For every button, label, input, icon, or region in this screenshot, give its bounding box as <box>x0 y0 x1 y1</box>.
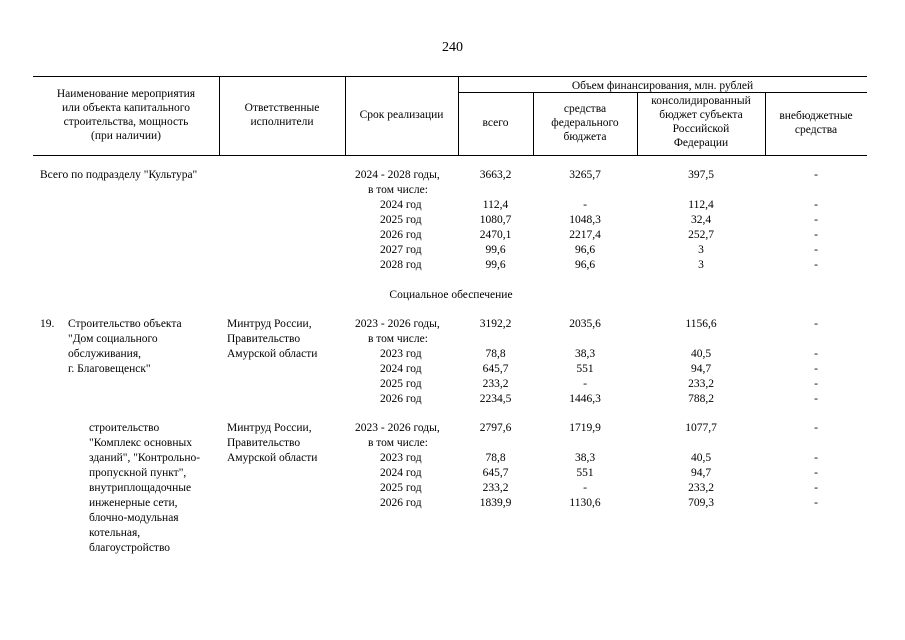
federal-cell: - <box>583 378 587 390</box>
federal-cell: 551 <box>576 467 594 479</box>
total-cell: 645,7 <box>482 363 509 375</box>
extra-cell: - <box>814 497 818 509</box>
section-title: Социальное обеспечение <box>389 289 513 301</box>
regional-cell: 233,2 <box>688 378 714 390</box>
period-cell: 2026 год <box>380 497 422 509</box>
total-cell: 233,2 <box>482 378 509 390</box>
total-cell: 3663,2 <box>479 169 512 181</box>
total-cell: 233,2 <box>482 482 509 494</box>
regional-cell: 1077,7 <box>685 422 717 434</box>
extra-cell: - <box>814 214 818 226</box>
period-cell: 2024 год <box>380 363 422 375</box>
culture-total-title: Всего по подразделу "Культура" <box>40 169 198 181</box>
extra-cell: - <box>814 482 818 494</box>
subitem-executors: Минтруд России, Правительство Амурской области <box>227 422 318 464</box>
federal-cell: 3265,7 <box>569 169 601 181</box>
period-cell: 2025 год <box>380 378 422 390</box>
header-regional: консолидированный бюджет субъекта Российской Федерации <box>651 95 751 149</box>
extra-cell: - <box>814 467 818 479</box>
extra-cell: - <box>814 229 818 241</box>
extra-cell: - <box>814 318 818 330</box>
federal-cell: 2217,4 <box>569 229 601 241</box>
total-cell: 99,6 <box>485 244 506 256</box>
header-top-rule <box>33 76 867 77</box>
period-cell: в том числе: <box>368 333 428 345</box>
period-cell: 2026 год <box>380 393 422 405</box>
federal-cell: 551 <box>576 363 594 375</box>
federal-cell: 1719,9 <box>569 422 601 434</box>
federal-cell: 1048,3 <box>569 214 601 226</box>
regional-cell: 40,5 <box>690 452 712 464</box>
extra-cell: - <box>814 169 818 181</box>
period-cell: 2024 год <box>380 467 422 479</box>
regional-cell: 788,2 <box>688 393 714 405</box>
item-name: Строительство объекта "Дом социального обслуживания, г. Благовещенск" <box>68 318 182 375</box>
total-cell: 645,7 <box>482 467 509 479</box>
total-cell: 78,8 <box>485 348 506 360</box>
period-cell: 2028 год <box>380 259 422 271</box>
header-bottom-rule <box>33 155 867 156</box>
item-number: 19. <box>40 318 55 330</box>
federal-cell: 1130,6 <box>569 497 601 509</box>
period-cell: 2023 - 2026 годы, <box>355 318 440 330</box>
regional-cell: 709,3 <box>688 497 714 509</box>
federal-cell: 96,6 <box>574 259 596 271</box>
regional-cell: 32,4 <box>690 214 712 226</box>
page-number: 240 <box>442 40 463 55</box>
regional-cell: 3 <box>698 244 704 256</box>
federal-cell: 2035,6 <box>569 318 601 330</box>
regional-cell: 252,7 <box>688 229 714 241</box>
period-cell: 2025 год <box>380 214 422 226</box>
item-executors: Минтруд России, Правительство Амурской области <box>227 318 318 360</box>
federal-cell: 38,3 <box>574 348 596 360</box>
header-period: Срок реализации <box>359 109 444 121</box>
federal-cell: 1446,3 <box>569 393 601 405</box>
regional-cell: 40,5 <box>690 348 712 360</box>
total-cell: 112,4 <box>482 199 509 211</box>
total-cell: 3192,2 <box>479 318 512 330</box>
regional-cell: 94,7 <box>690 467 712 479</box>
total-cell: 99,6 <box>485 259 506 271</box>
period-cell: в том числе: <box>368 184 428 196</box>
subitem-name: строительство "Комплекс основных зданий", "Контрольно- пропускной пункт", внутриплощадочные инженерные сети, блочно-модульная котельная, благоустройство <box>89 422 201 554</box>
regional-cell: 112,4 <box>688 199 714 211</box>
period-cell: 2023 год <box>380 348 422 360</box>
regional-cell: 1156,6 <box>685 318 717 330</box>
regional-cell: 233,2 <box>688 482 714 494</box>
total-cell: 78,8 <box>485 452 506 464</box>
total-cell: 2797,6 <box>479 422 512 434</box>
extra-cell: - <box>814 348 818 360</box>
extra-cell: - <box>814 422 818 434</box>
period-cell: 2026 год <box>380 229 422 241</box>
header-name: Наименование мероприятия или объекта капитального строительства, мощность (при наличии) <box>56 88 196 142</box>
federal-cell: 38,3 <box>574 452 596 464</box>
extra-cell: - <box>814 452 818 464</box>
header-executors: Ответственные исполнители <box>244 102 320 128</box>
total-cell: 2470,1 <box>479 229 512 241</box>
regional-cell: 3 <box>698 259 704 271</box>
period-cell: 2025 год <box>380 482 422 494</box>
total-cell: 2234,5 <box>479 393 512 405</box>
regional-cell: 94,7 <box>690 363 712 375</box>
period-cell: 2023 - 2026 годы, <box>355 422 440 434</box>
header-funding: Объем финансирования, млн. рублей <box>571 80 754 92</box>
period-cell: 2024 год <box>380 199 422 211</box>
federal-cell: - <box>583 199 587 211</box>
period-cell: 2023 год <box>380 452 422 464</box>
extra-cell: - <box>814 363 818 375</box>
period-cell: 2024 - 2028 годы, <box>355 169 440 181</box>
period-cell: 2027 год <box>380 244 422 256</box>
federal-cell: - <box>583 482 587 494</box>
extra-cell: - <box>814 378 818 390</box>
period-cell: в том числе: <box>368 437 428 449</box>
extra-cell: - <box>814 393 818 405</box>
total-cell: 1080,7 <box>479 214 512 226</box>
extra-cell: - <box>814 244 818 256</box>
extra-cell: - <box>814 259 818 271</box>
header-federal: средства федерального бюджета <box>551 103 619 143</box>
header-extrabudget: внебюджетные средства <box>779 110 853 136</box>
federal-cell: 96,6 <box>574 244 596 256</box>
total-cell: 1839,9 <box>479 497 512 509</box>
regional-cell: 397,5 <box>688 169 714 181</box>
extra-cell: - <box>814 199 818 211</box>
header-total: всего <box>482 117 509 129</box>
